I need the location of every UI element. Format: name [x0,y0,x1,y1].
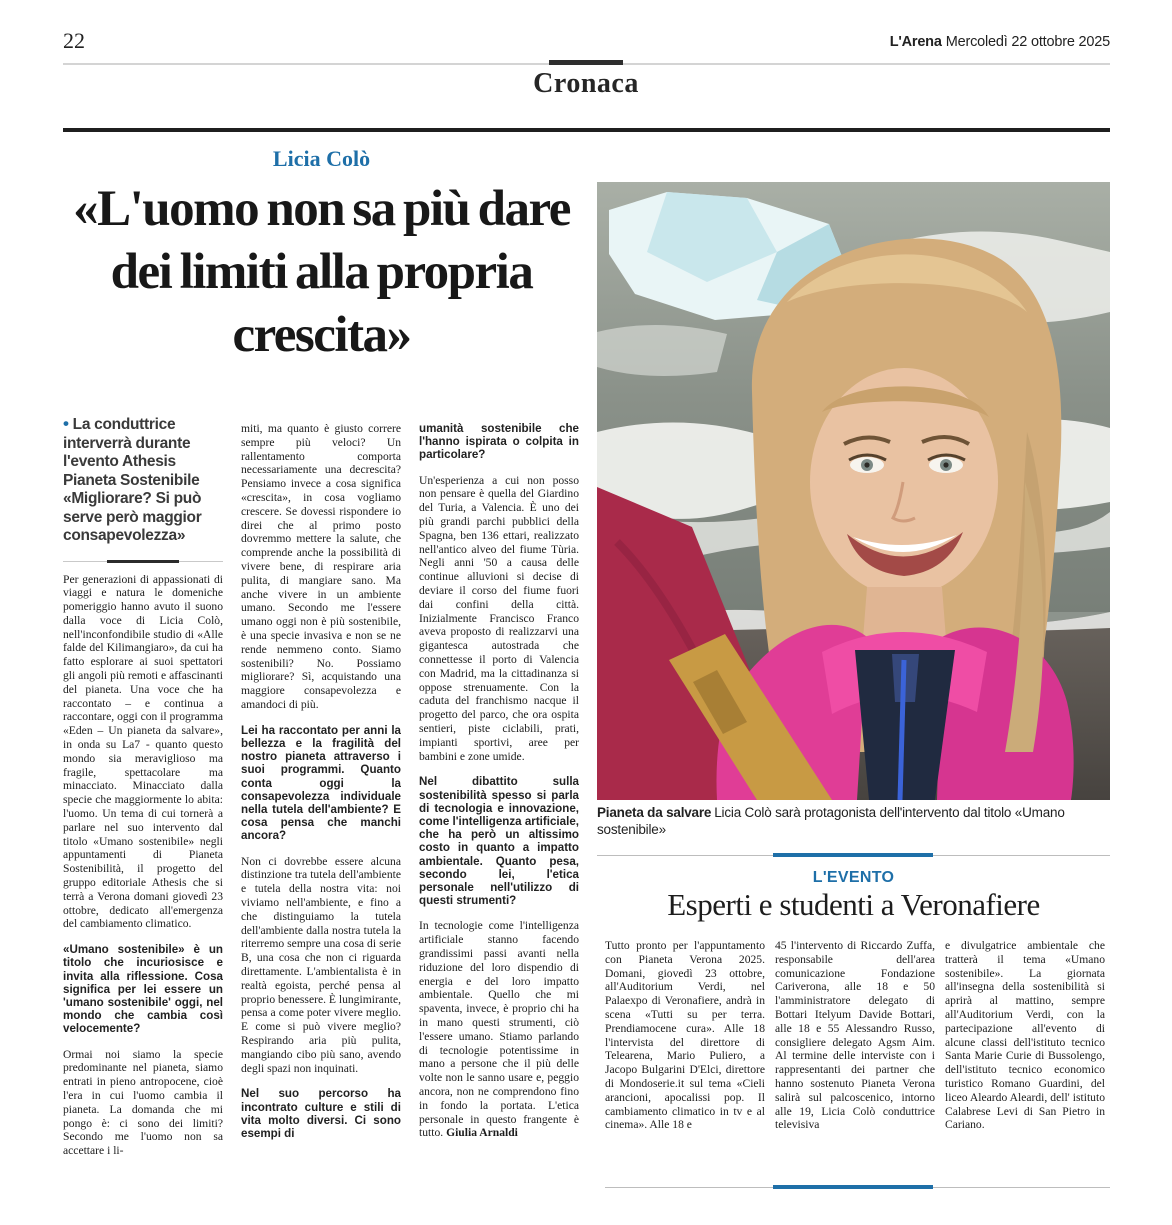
event-top-rule [597,853,1110,857]
interview-question: «Umano sostenibile» è un titolo che incuriosisce e invita alla riflessione. Cosa significa per lei essere un 'umano sostenibile' oggi, nel mondo che cambia così velocemente? [63,943,223,1036]
interview-question: umanità sostenibile che l'hanno ispirata o colpita in particolare? [419,422,579,462]
article-photo [597,182,1110,800]
section-title: Cronaca [533,68,639,99]
standfirst-text: La conduttrice interverrà durante l'evento Athesis Pianeta Sostenibile «Migliorare? Si può serve però maggior consapevolezza» [63,416,202,544]
article-column-3 [419,420,579,1215]
paragraph-text: In tecnologie come l'intelligenza artificiale stanno facendo grandissimi passi avanti nella riduzione del loro dispendio di energia e del loro impatto ambientale. Quello che mi spaventa, invece, è proprio chi ha in mano questi strumenti, ciò l'essere umano. Stiamo parlando di tecnologie potentissime in mano a persone che il più delle volte non le sanno usare e, peggio ancora, non ne comprendono fino in fondo la portata. L'etica personale in questo frangente è tutto. [419,919,579,1140]
caption-text: Licia Colò sarà protagonista dell'intervento dal titolo «Umano sostenibile» [597,805,1065,837]
article-kicker: Licia Colò [272,146,371,171]
event-paragraph: e divulgatrice ambientale che tratterà il tema «Umano sostenibile». La giornata all'insegna della sostenibilità si aprirà al mattino, sempre all'Auditorium Verdi, con la partecipazione all'evento di alcune classi dell'istituto tecnico Santa Marie Curie di Bussolengo, dell'istituto tecnico economico turistico Romano Guardini, del liceo Aleardo Aleardi, dell' istituto Calabrese Levi di San Pietro in Cariano. [945,939,1105,1132]
paragraph [419,919,579,1140]
header-tick [549,60,623,65]
byline: Giulia Arnaldi [446,1126,518,1140]
standfirst-divider [63,560,223,563]
bullet-icon: • [63,415,69,433]
caption-label: Pianeta da salvare [597,805,712,820]
masthead-date: Mercoledì 22 ottobre 2025 [945,34,1110,50]
paragraph: Per generazioni di appassionati di viaggi e natura le domeniche pomeriggio hanno avuto il suono dalla voce di Licia Colò, nell'inconfondibile studio di «Alle falde del Kilimangiaro», da cui ha fatto esplorare ai suoi spettatori gli angoli più remoti e affascinanti del pianeta. Una voce che ha raccontato – e continua a raccontare, oggi con il programma «Eden – Un pianeta da salvare», in onda su La7 - quanto questo mondo sia meraviglioso ma fragile, spettacolare ma minacciato. Minacciato dalla specie che maggiormente lo abita: l'uomo. Un tema di cui tornerà a parlare nel suo intervento dal titolo «Umano sostenibile» negli appuntamenti di Pianeta Sostenibilità, il progetto del gruppo editoriale Athesis che si terrà a Verona domani giovedì 23 ottobre, dedicato all'emergenza del cambiamento climatico. [63,572,223,931]
masthead-title: L'Arena [889,34,942,50]
interview-question: Lei ha raccontato per anni la bellezza e la fragilità del nostro pianeta attraverso i suoi programmi. Quanto conta oggi la consapevolezza individuale nella tutela dell'ambiente? E cosa pensa che manchi ancora? [241,723,401,843]
masthead [890,34,1110,50]
event-paragraph: Tutto pronto per l'appuntamento con Pianeta Verona 2025. Domani, giovedì 23 ottobre, all'Auditorium Verdi, nel Palaexpo di Veronafiere, andrà in scena «Tutti su per terra. Prendiamocene cura». Alle 18 l'intervista del direttore di Telearena, Mario Puliero, a Jacopo Bulgarini D'Elci, direttore di Mondoserie.it sul tema «Cieli arancioni, apocalissi pop. Il cambiamento climatico in tv e al cinema». Alle 18 e [605,939,765,1132]
paragraph: Ormai noi siamo la specie predominante nel pianeta, siamo entrati in pieno antropocene, cioè l'era in cui l'uomo cambia il pianeta. La domanda che mi pongo è: ci sono dei limiti? Secondo me l'uomo non sa accettare i li- [63,1047,223,1158]
article-column-2 [241,420,401,1215]
interview-question: Nel suo percorso ha incontrato culture e stili di vita molto diversi. Ci sono esempi di [241,1087,401,1140]
photo-caption [597,804,1110,838]
event-bottom-rule [597,1185,1110,1189]
section-rule [63,128,1110,132]
event-section [597,845,1110,1220]
photo-illustration [597,182,1110,800]
interview-question: Nel dibattito sulla sostenibilità spesso si parla di tecnologia e innovazione, come l'intelligenza artificiale, che ha però un altissimo costo in quanto a impatto ambientale. Quanto pesa, secondo lei, l'etica personale nell'utilizzo di questi strumenti? [419,775,579,908]
paragraph: miti, ma quanto è giusto correre sempre più veloci? Un rallentamento comporta necessariamente una decrescita? Pensiamo invece a cosa significa «crescita», in cosa vogliamo crescere. Se dovessi rispondere io direi che al primo posto dovremmo mettere la salute, che comprende anche la possibilità di vivere bene, di respirare aria pulita, di mangiare sano. Ma anche vivere in un ambiente umano. Secondo me l'essere umano oggi non è più sostenibile, è una specie invasiva e non se ne rende nemmeno conto. Siamo sostenibili? No. Possiamo migliorare? Sì, acquistando una maggiore consapevolezza e amandoci di più. [241,422,401,711]
article-headline: «L'uomo non sa più dare dei limiti alla propria crescita» [73,181,570,363]
event-columns [597,939,1110,1171]
paragraph: Un'esperienza a cui non posso non pensare è quella del Giardino del Turia, a Valencia. È uno dei più grandi parchi pubblici della Spagna, ben 136 ettari, realizzato nell'antico alveo del fiume Tùria. Negli anni '50 a causa delle continue alluvioni si decise di deviare il corso del fiume fuori dai confini della città. Inizialmente Francisco Franco aveva proposto di realizzarvi una gigantesca autostrada che connettesse il porto di Valencia con Madrid, ma la cittadinanza si oppose strenuamente. Con la caduta del franchismo nacque il progetto del parco, che ora ospita sentieri, piste ciclabili, prati, impianti sportivi, aree per bambini e zone umide. [419,473,579,763]
page-number: 22 [63,28,85,53]
standfirst [63,415,223,546]
article-column-1 [63,415,223,1215]
event-label: L'EVENTO [812,869,895,886]
paragraph: Non ci dovrebbe essere alcuna distinzione tra tutela dell'ambiente e tutela della nostra vita: noi viviamo nell'ambiente, e fino a che distinguiamo la tutela dell'ambiente dalla nostra tutela la riterremo sempre una cosa di serie B, una cosa che non ci riguarda direttamente. L'ambientalista è in realtà egoista, perché pensa al proprio benessere. È lungimirante, pensa a come poter vivere meglio. E come si può vivere meglio? Respirando aria più pulita, mangiando cibo più sano, avendo degli spazi non inquinati. [241,854,401,1075]
event-paragraph: 45 l'intervento di Riccardo Zuffa, responsabile dell'area comunicazione Fondazione Cariverona, alle 18 e 50 l'amministratore delegato di Bottari Itelyum Davide Bottari, alle 18 e 55 Alessandro Russo, consigliere delegato Agsm Aim. Al termine delle interviste con i rappresentanti dei partner che hanno sostenuto Pianeta Verona salirà sul palcoscenico, intorno alle 19, Licia Colò conduttrice televisiva [775,939,935,1132]
event-headline: Esperti e studenti a Veronafiere [667,887,1040,922]
